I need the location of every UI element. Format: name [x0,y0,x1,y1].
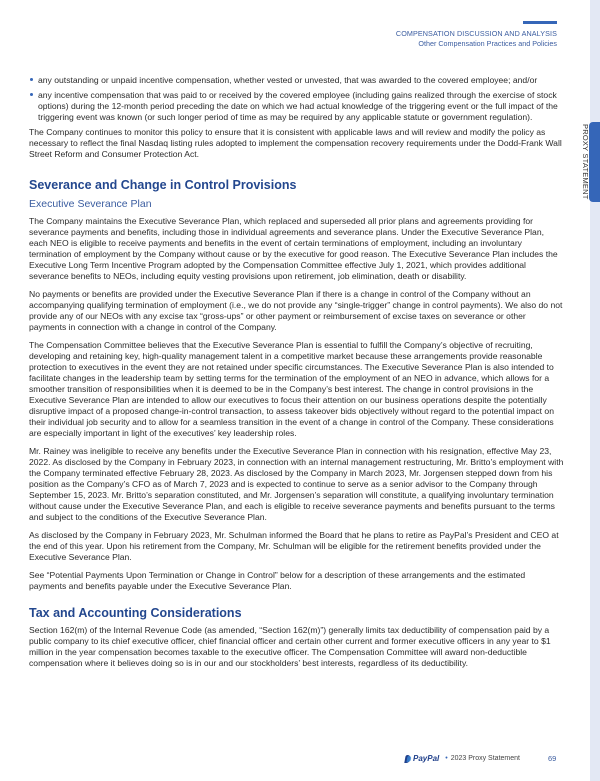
subsection-title: Other Compensation Practices and Policies [418,39,557,48]
bullet-text: any incentive compensation that was paid to or received by the covered employee (including gains realized through the exercise of stock options) during the 12-month period preceding the date on which we had actual knowledge of the triggering event or the full impact of the triggering event was known (or such longer period of time as may be required by any applicable statute or government regulation). [38,90,558,122]
severance-paragraph: No payments or benefits are provided under the Executive Severance Plan if there is a change in control of the Company without an accompanying qualifying termination of employment (i.e., we do not provide any “single-trigger” change in control payments). We also do not provide any of our NEOs with any excise tax “gross-ups” or other payment or reimbursement of excise taxes on severance or other payments in connection with a change in control of the Company. [29,289,563,332]
tax-paragraph: Section 162(m) of the Internal Revenue Code (as amended, “Section 162(m)”) generally limits tax deductibility of compensation paid by a public company to its chief executive officer, chief financial officer and certain other current and former executive officers in any year to $1 million in the year compensation becomes taxable to the executive officer. The Compensation Committee will award non-deductible compensation where it believes doing so is in our and our stockholders’ best interests, regardless of its deductibility. [29,625,551,668]
executive-severance-plan-subheading: Executive Severance Plan [29,198,152,210]
paypal-wordmark: PayPal [413,754,440,763]
clawback-bullet-list [29,75,564,123]
list-item [29,75,564,86]
side-strip [590,0,600,781]
severance-paragraph: The Company maintains the Executive Severance Plan, which replaced and superseded all prior plans and agreements providing for severance payments and benefits, including those in individual agreements and severance plans. Under the Executive Severance Plan, each NEO is eligible to receive payments and benefits in the event of certain terminations of employment, including an involuntary termination of employment by the Company without cause or by the executive for good reason. The Executive Severance Plan includes the Executive Long Term Incentive Program adopted by the Compensation Committee effective July 1, 2021, which provides additional severance benefits to NEOs, including equity vesting provisions upon retirement, job elimination, death or disability. [29,216,558,281]
header-accent-bar [523,21,557,24]
severance-paragraph: See “Potential Payments Upon Termination or Change in Control” below for a description of these arrangements and the estimated payments and benefits payable under the Executive Severance Plan. [29,570,526,591]
intro-paragraph: The Company continues to monitor this policy to ensure that it is consistent with applicable laws and will review and modify the policy as necessary to reflect the final Nasdaq listing rules adopted to implement the compensation recovery requirements under the Dodd-Frank Wall Street Reform and Consumer Protection Act. [29,127,562,159]
paypal-p-icon [405,755,411,763]
page-footer [405,754,520,763]
severance-paragraph: As disclosed by the Company in February 2023, Mr. Schulman informed the Board that he plans to retire as PayPal’s President and CEO at the end of this year. Upon his retirement from the Company, Mr. Schulman will be eligible for the retirement benefits provided under the Executive Severance Plan. [29,530,559,562]
tax-heading: Tax and Accounting Considerations [29,606,242,620]
page-content [29,75,564,676]
severance-paragraph: Mr. Rainey was ineligible to receive any benefits under the Executive Severance Plan in connection with his resignation, effective May 23, 2022. As disclosed by the Company in February 2023, in connection with an internal management restructuring, Mr. Britto’s employment with the Company terminated effective February 28, 2023. As disclosed by the Company in March 2023, Mr. Jorgensen stepped down from his position as the Company’s CFO as of March 7, 2023 and is expected to continue to serve as a senior advisor to the Company through September 15, 2023. Mr. Britto’s separation constituted, and Mr. Jorgensen’s separation will constitute, a qualifying involuntary termination without cause under the Executive Severance Plan, and each is eligible to receive severance payments and benefits pursuant to the terms and subject to the conditions of the Executive Severance Plan. [29,446,564,522]
footer-separator: • [445,755,448,762]
footer-document-name: 2023 Proxy Statement [450,755,520,762]
side-tab-label: PROXY STATEMENT [581,124,590,200]
bullet-icon [30,93,33,96]
severance-heading: Severance and Change in Control Provisions [29,178,297,192]
bullet-text: any outstanding or unpaid incentive compensation, whether vested or unvested, that was awarded to the covered employee; and/or [38,75,538,85]
proxy-statement-tab[interactable] [589,122,600,202]
list-item [29,90,564,123]
page-number: 69 [548,754,557,763]
paypal-logo [405,754,439,763]
section-title: COMPENSATION DISCUSSION AND ANALYSIS [395,29,557,38]
bullet-icon [30,78,33,81]
severance-paragraph: The Compensation Committee believes that the Executive Severance Plan is essential to fulfill the Company’s objective of recruiting, developing and retaining key, high-quality management talent in a competitive market because these arrangements provide reasonable protection to executives in the event they are not retained under specific circumstances. The Executive Severance Plan is also intended to facilitate changes in the leadership team by setting terms for the termination of the employment of an NEO in advance, which allows for a smoother transition of responsibilities when it is deemed to be in the Company’s best interest. The change in control provisions in the Executive Severance Plan are intended to allow our executives to focus their attention on our business operations despite the potentially disruptive impact of a proposed change-in-control transaction, to assess takeover bids objectively without regard to the potential impact on their individual job security and to allow for a seamless transition in the event of a change in control of the Company. These considerations are especially important in light of the executives’ key leadership roles. [29,340,554,438]
